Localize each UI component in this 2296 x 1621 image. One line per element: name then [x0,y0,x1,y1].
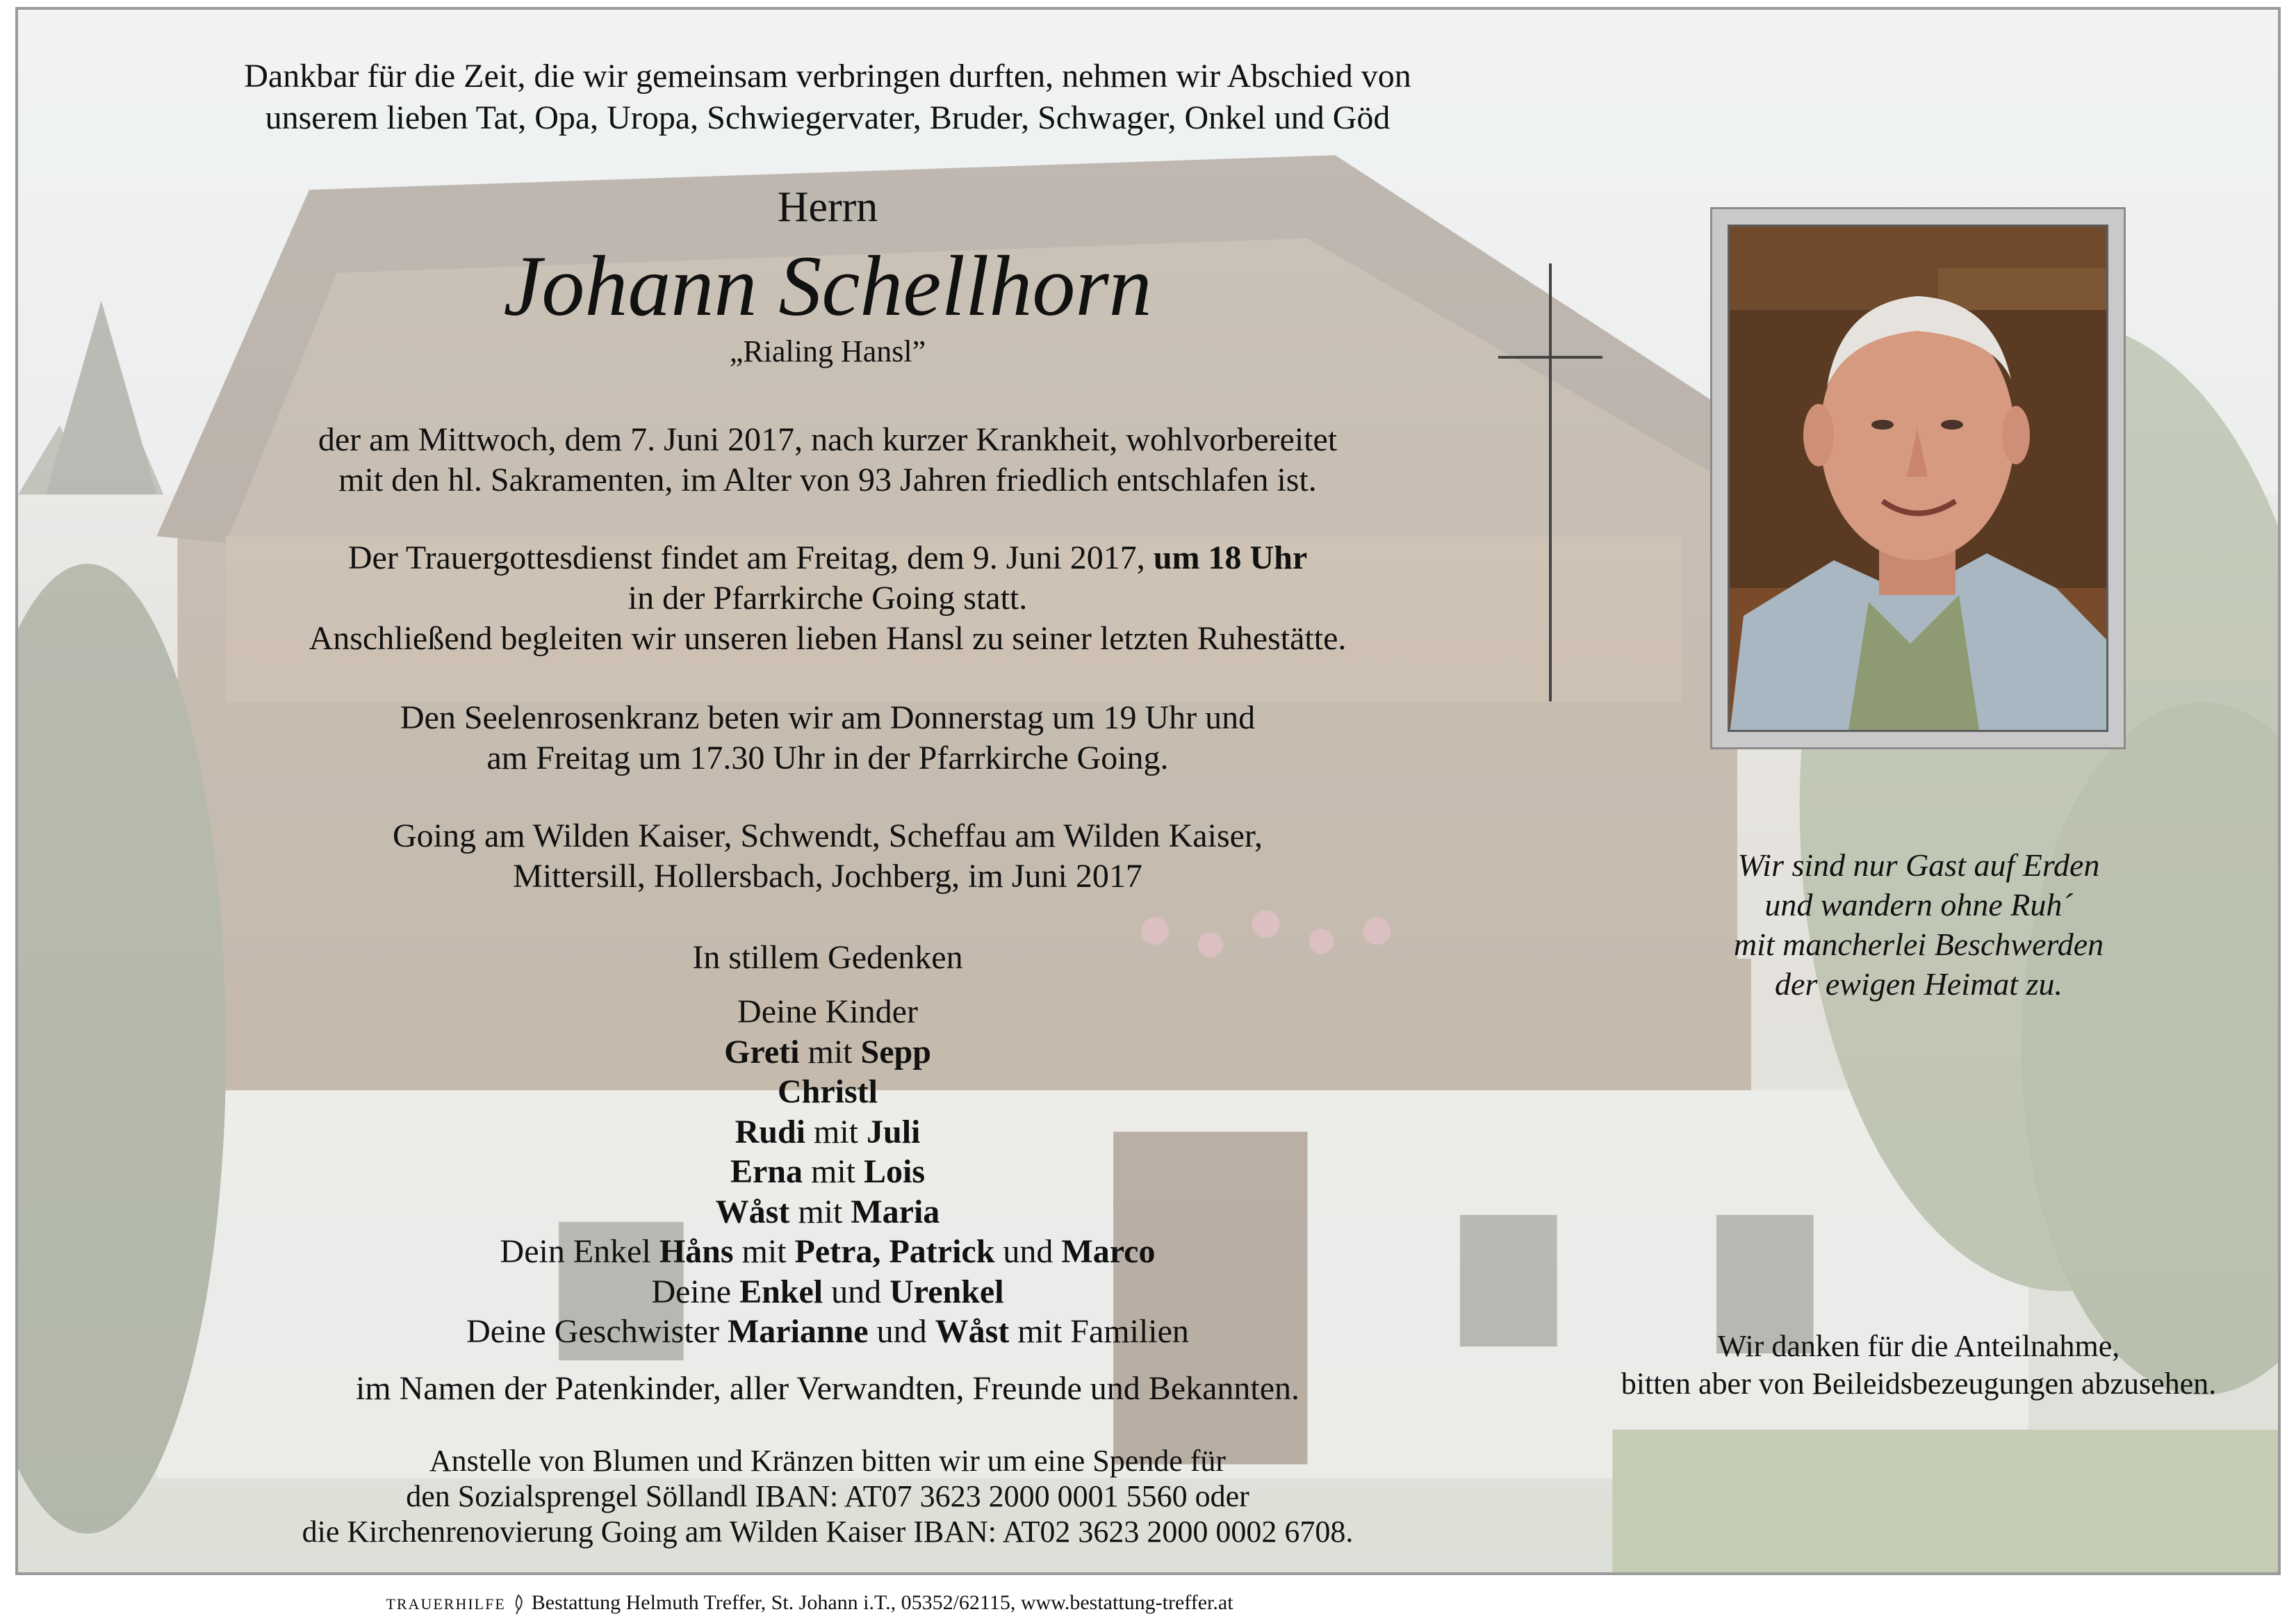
rosary-line-2: am Freitag um 17.30 Uhr in der Pfarrkirche Going. [486,740,1169,776]
donation-notice [18,1443,1637,1549]
family-member-name: Marco [1061,1233,1156,1270]
in-memory-heading: In stillem Gedenken [692,939,963,976]
thanks-note [1582,1328,2256,1403]
poem-line-1: Wir sind nur Gast auf Erden [1737,847,2100,883]
salutation: Herrn [777,184,878,231]
rosary-line-1: Den Seelenrosenkranz beten wir am Donnerstag um 19 Uhr und [400,699,1256,736]
places-line-1: Going am Wilden Kaiser, Schwendt, Scheffau am Wilden Kaiser, [393,817,1263,854]
obituary-card [15,7,2281,1575]
intro-line-1: Dankbar für die Zeit, die wir gemeinsam verbringen durften, nehmen wir Abschied von [244,58,1411,95]
family-connector: und [876,1313,927,1350]
family-member-name: Christl [778,1073,878,1110]
family-member-name: Juli [867,1113,921,1150]
deceased-name: Johann Schellhorn [503,238,1152,334]
family-connector: mit [798,1193,843,1230]
thanks-line-2: bitten aber von Beileidsbezeugungen abzusehen. [1621,1367,2217,1401]
intro-line-2: unserem lieben Tat, Opa, Uropa, Schwiegervater, Bruder, Schwager, Onkel und Göd [265,99,1391,136]
family-label: Dein Enkel [500,1233,651,1270]
deceased-nickname: „Rialing Hansl” [729,334,926,368]
death-notice-line-1: der am Mittwoch, dem 7. Juni 2017, nach kurzer Krankheit, wohlvorbereitet [318,421,1338,458]
donation-line-1: Anstelle von Blumen und Kränzen bitten wir um eine Spende für [429,1444,1227,1478]
family-member-name: Enkel [739,1273,823,1310]
family-member-name: Urenkel [889,1273,1004,1310]
children-label: Deine Kinder [737,993,918,1030]
family-member-name: Rudi [735,1113,805,1150]
family-member-name: Wåst [935,1313,1010,1350]
family-line-grandchildren [18,1272,1637,1312]
family-line-rudi [18,1112,1637,1152]
memorial-poem [1672,845,2165,1004]
donation-line-3: die Kirchenrenovierung Going am Wilden Kaiser IBAN: AT02 3623 2000 0002 6708. [302,1515,1354,1549]
service-line-2: in der Pfarrkirche Going statt. [628,580,1028,617]
family-label: Deine [651,1273,732,1310]
footer-brand: TRAUERHILFE [386,1595,506,1613]
portrait-image [1730,227,2108,732]
leaf-icon [511,1594,526,1615]
death-notice-line-2: mit den hl. Sakramenten, im Alter von 93 Jahren friedlich entschlafen ist. [338,462,1317,498]
family-line-grandson [18,1232,1637,1272]
family-member-name: Erna [730,1153,803,1190]
funeral-service [18,538,1637,659]
family-connector: mit [741,1233,787,1270]
family-list [18,992,1637,1352]
donation-line-2: den Sozialsprengel Söllandl IBAN: AT07 3623 2000 0001 5560 oder [406,1479,1249,1513]
thanks-line-1: Wir danken für die Anteilnahme, [1717,1329,2120,1363]
family-connector: mit [810,1153,855,1190]
death-notice [18,420,1637,500]
service-line-3: Anschließend begleiten wir unseren lieben Hansl zu seiner letzten Ruhestätte. [309,620,1347,657]
family-member-name: Petra, Patrick [794,1233,995,1270]
family-label: mit Familien [1017,1313,1189,1350]
portrait-photo [1728,225,2108,732]
intro-text [18,56,1637,139]
family-member-name: Maria [851,1193,940,1230]
family-connector: mit [807,1033,853,1070]
family-connector: mit [814,1113,859,1150]
family-member-name: Marianne [727,1313,869,1350]
rosary-notice [18,698,1637,779]
poem-line-2: und wandern ohne Ruh´ [1764,887,2073,922]
family-member-name: Greti [724,1033,800,1070]
family-line-siblings [18,1312,1637,1352]
family-member-name: Håns [659,1233,734,1270]
service-line-1 [18,538,1637,578]
poem-line-3: mit mancherlei Beschwerden [1733,927,2104,962]
places [18,816,1637,897]
family-member-name: Lois [864,1153,926,1190]
service-time: um 18 Uhr [1153,539,1308,576]
family-line-christl [18,1072,1637,1112]
family-connector: und [1003,1233,1053,1270]
family-member-name: Sepp [860,1033,931,1070]
footer-text: Bestattung Helmuth Treffer, St. Johann i.T., 05352/62115, www.bestattung-treffer.at [531,1591,1233,1614]
family-line-greti [18,1032,1637,1073]
family-member-name: Wåst [715,1193,790,1230]
family-connector: und [831,1273,882,1310]
portrait-frame [1710,207,2126,749]
on-behalf-line: im Namen der Patenkinder, aller Verwandten, Freunde und Bekannten. [355,1370,1300,1407]
family-line-wast [18,1192,1637,1232]
service-date: Der Trauergottesdienst findet am Freitag, dem 9. Juni 2017, [347,539,1154,576]
places-line-2: Mittersill, Hollersbach, Jochberg, im Juni 2017 [513,858,1142,895]
family-label: Deine Geschwister [466,1313,719,1350]
footer [0,1590,1619,1617]
poem-line-4: der ewigen Heimat zu. [1775,966,2063,1002]
family-line-erna [18,1152,1637,1192]
